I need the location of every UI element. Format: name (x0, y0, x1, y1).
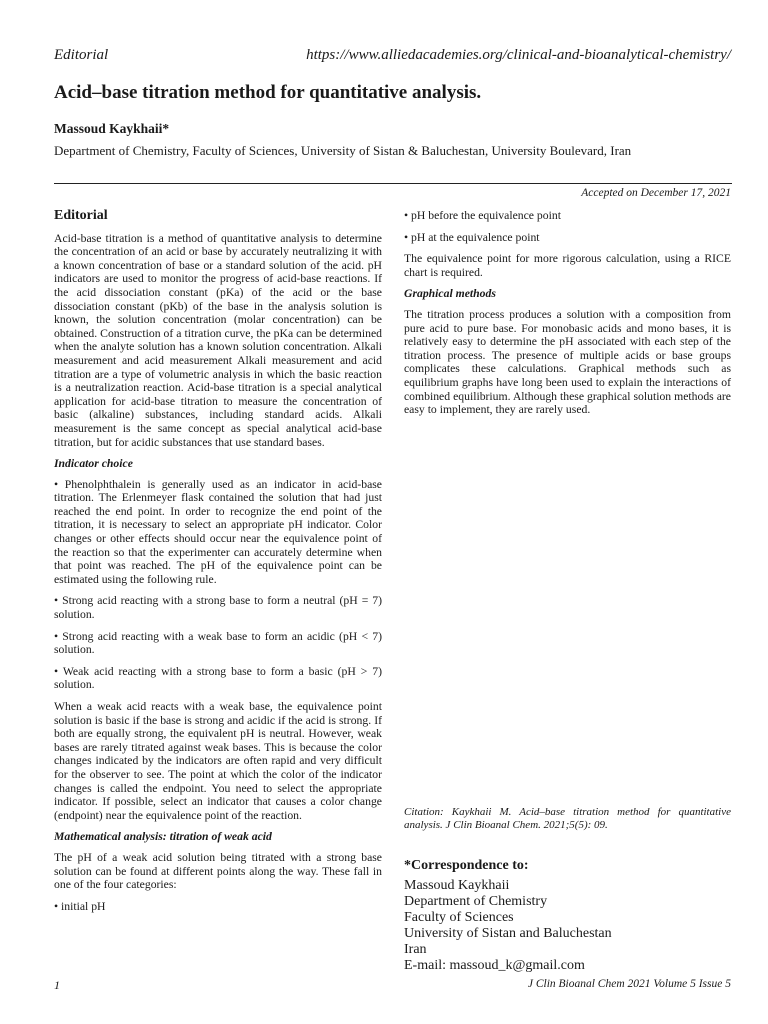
subheading-mathematical-analysis: Mathematical analysis: titration of weak acid (54, 830, 272, 844)
header-divider (54, 183, 732, 184)
correspondence-heading: *Correspondence to: (404, 858, 529, 873)
subheading-indicator-choice: Indicator choice (54, 457, 133, 471)
author-name: Massoud Kaykhaii* (54, 121, 170, 136)
accepted-date: Accepted on December 17, 2021 (581, 187, 731, 199)
subheading-graphical-methods: Graphical methods (404, 287, 496, 301)
correspondence-email[interactable]: E-mail: massoud_k@gmail.com (404, 958, 585, 973)
right-column (404, 209, 731, 417)
intro-paragraph: Acid-base titration is a method of quantitative analysis to determine the concentration of an acid or base by accurately neutralizing it with a known concentration of base or a standard solution of the acid. pH indicators are used to monitor the progress of acid-base reactions. If the acid dissociation constant (pKa) of the acid or the base dissociation constant (pKb) of the base in the analysis solution is known, the solution concentration (molar concentration) can be obtained. Construction of a titration curve, the pKa can be determined when the analyte solution has a known solution concentration. Alkali measurement and acid measurement Alkali measurement and acid titration are a type of volumetric analysis in which the basic reaction is a neutralization reaction. Acid-base titration is a special analytical application for acid-base titration to measure the concentration of basic (alkaline) substances, including standard acids. Alkali measurement is the same concept as special analytical acid-base titration, but for acidic substances that use standard bases. (54, 231, 382, 449)
correspondence-department: Department of Chemistry (404, 894, 548, 909)
section-heading-editorial: Editorial (54, 208, 108, 223)
article-title: Acid–base titration method for quantitative analysis. (54, 82, 482, 103)
correspondence-university: University of Sistan and Baluchestan (404, 926, 612, 941)
journal-footer: J Clin Bioanal Chem 2021 Volume 5 Issue 5 (527, 978, 731, 990)
correspondence-name: Massoud Kaykhaii (404, 878, 510, 893)
bullet-strong-strong: • Strong acid reacting with a strong base to form a neutral (pH = 7) solution. (54, 594, 382, 622)
bullet-at-equivalence: • pH at the equivalence point (404, 230, 540, 244)
left-column (54, 209, 382, 913)
indicator-paragraph: • Phenolphthalein is generally used as an indicator in acid-base titration. The Erlenmeyer flask contained the solution that had just reached the end point. In order to recognize the end point of the titration, it is necessary to select an appropriate pH indicator. Color changes or other effects should occur near the equivalence point of the reaction so that the experimenter can accurately determine when that point was reached. The pH of the equivalence point can be estimated using the following rule. (54, 477, 382, 586)
header-section-label: Editorial (54, 47, 109, 63)
graphical-paragraph: The titration process produces a solution with a composition from pure acid to pure base. For monobasic acids and mono bases, it is relatively easy to determine the pH associated with each step of the titration process. The presence of multiple acids or base groups complicates these calculations. Graphical methods such as equilibrium graphs have long been used to explain the interactions of combined equilibrium. Although these graphical solution methods are easy to implement, they are rarely used. (404, 307, 731, 417)
citation-note: Citation: Kaykhaii M. Acid–base titration method for quantitative analysis. J Clin Bioanal Chem. 2021;5(5): 09. (404, 806, 731, 831)
page-number: 1 (54, 978, 60, 992)
bullet-weak-strong: • Weak acid reacting with a strong base to form a basic (pH > 7) solution. (54, 664, 382, 692)
correspondence-faculty: Faculty of Sciences (404, 910, 514, 925)
correspondence-country: Iran (404, 942, 427, 957)
rice-paragraph: The equivalence point for more rigorous calculation, using a RICE chart is required. (404, 252, 731, 279)
author-affiliation: Department of Chemistry, Faculty of Sciences, University of Sistan & Baluchestan, University Boulevard, Iran (54, 143, 632, 158)
bullet-before-equivalence: • pH before the equivalence point (404, 209, 561, 222)
bullet-strong-weak: • Strong acid reacting with a weak base to form an acidic (pH < 7) solution. (54, 629, 382, 657)
correspondence-block (404, 878, 612, 974)
math-paragraph: The pH of a weak acid solution being titrated with a strong base solution can be found at different points along the way. These fall in one of the four categories: (54, 850, 382, 892)
journal-url-link[interactable]: https://www.alliedacademies.org/clinical-and-bioanalytical-chemistry/ (306, 47, 731, 63)
weak-weak-paragraph: When a weak acid reacts with a weak base, the equivalence point solution is basic if the base is strong and acidic if the acid is strong. If both are equally strong, the equivalent pH is neutral. However, weak bases are rarely titrated against weak bases. This is because the color changes indicated by the indicators are often rapid and very difficult for the observer to see. The point at which the color of the indicator changes is called the endpoint. You need to select the appropriate indicator. If possible, select an indicator that causes a color change (endpoint) near the equivalence point of the reaction. (54, 700, 382, 822)
bullet-initial-ph: • initial pH (54, 899, 106, 913)
